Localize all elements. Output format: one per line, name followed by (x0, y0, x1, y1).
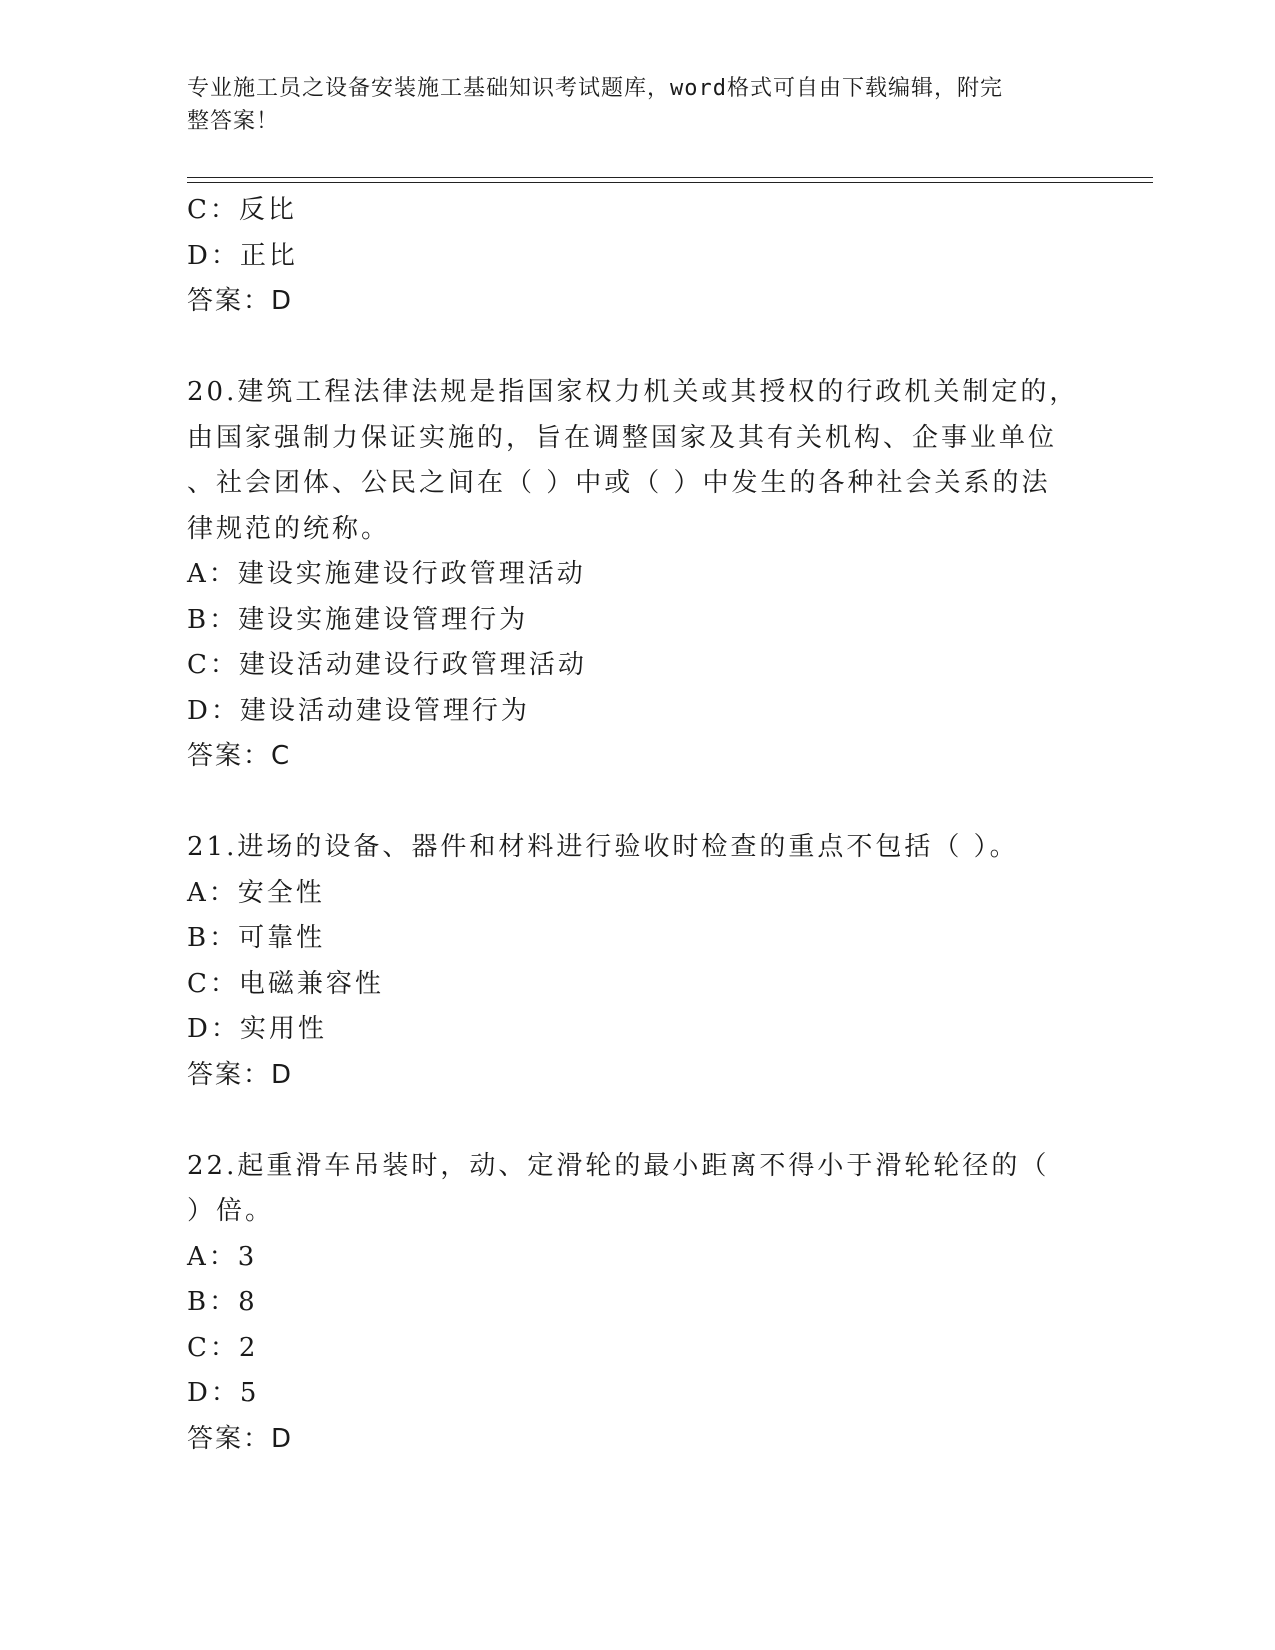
option-b: B：建设实施建设管理行为 (187, 604, 529, 635)
option-d: D：正比 (187, 240, 298, 271)
answer-line: 答案：D (187, 1059, 294, 1090)
spacer (187, 1098, 1067, 1144)
option-b: B：可靠性 (187, 923, 326, 953)
option-c: C：电磁兼容性 (187, 968, 384, 999)
option-b: B：8 (187, 1287, 258, 1317)
question-text-line: 、社会团体、公民之间在（ ）中或（ ）中发生的各种社会关系的法 (187, 468, 1051, 498)
header-line-1: 专业施工员之设备安装施工基础知识考试题库，word格式可自由下载编辑，附完 (187, 76, 1003, 101)
option-c: C：反比 (187, 195, 297, 225)
header-divider-bottom (187, 182, 1153, 183)
question-21 (187, 825, 1067, 1098)
option-d: D：实用性 (187, 1014, 327, 1044)
header-line-2: 整答案！ (187, 109, 280, 134)
option-d: D：5 (187, 1378, 260, 1408)
option-a: A：建设实施建设行政管理活动 (187, 559, 586, 589)
question-text-line: 22.起重滑车吊装时，动、定滑轮的最小距离不得小于滑轮轮径的（ (187, 1150, 1050, 1181)
option-a: A：3 (187, 1241, 258, 1272)
question-text-line: ）倍。 (187, 1196, 275, 1226)
option-c: C：2 (187, 1332, 259, 1363)
answer-line: 答案：C (187, 741, 292, 771)
question-text-line: 律规范的统称。 (187, 513, 391, 544)
spacer (187, 325, 1067, 371)
question-content (187, 188, 1079, 1462)
spacer (187, 780, 1067, 826)
question-22 (187, 1144, 1067, 1463)
option-d: D：建设活动建设管理行为 (187, 695, 530, 726)
answer-line: 答案：D (187, 286, 294, 316)
question-20 (187, 370, 1079, 780)
document-header (187, 72, 1067, 138)
option-c: C：建设活动建设行政管理活动 (187, 650, 587, 680)
answer-line: 答案：D (187, 1423, 294, 1454)
option-a: A：安全性 (187, 877, 325, 908)
question-text-line: 20.建筑工程法律法规是指国家权力机关或其授权的行政机关制定的， (187, 377, 1079, 407)
question-text-line: 21.进场的设备、器件和材料进行验收时检查的重点不包括（ ）。 (187, 832, 1019, 862)
question-text-line: 由国家强制力保证实施的，旨在调整国家及其有关机构、企事业单位 (187, 422, 1058, 453)
header-divider-top (187, 177, 1153, 178)
